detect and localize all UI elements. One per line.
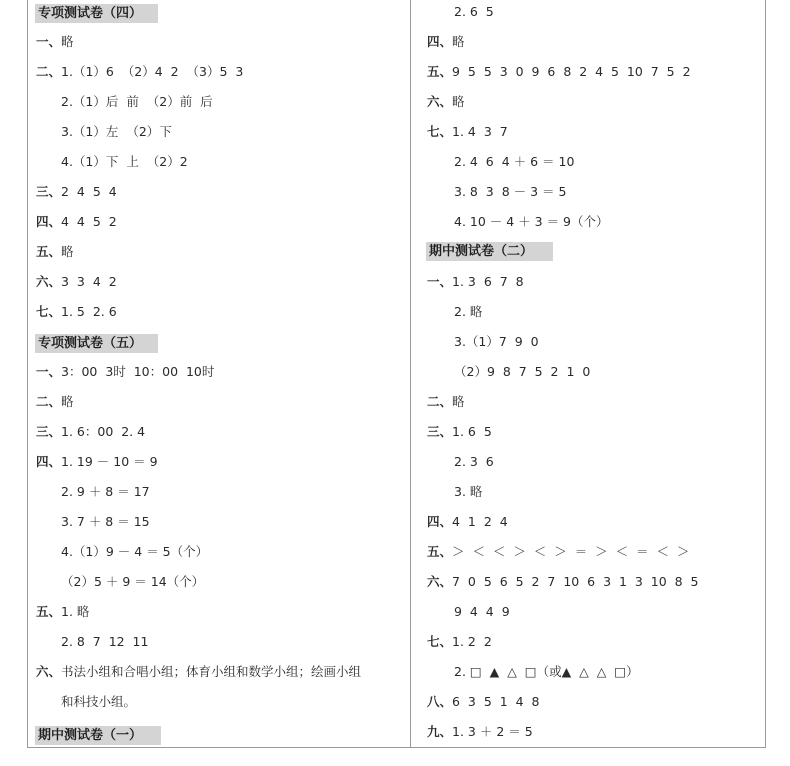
answer-line [427,64,691,80]
question-number: 二、 [36,394,62,409]
question-number: 五、 [427,64,453,79]
question-number: 四、 [427,514,453,529]
question-number: 六、 [427,574,453,589]
answer-line [454,334,539,350]
answer-text: 4 1 2 4 [452,514,508,529]
answer-line [454,154,574,170]
answer-line [36,244,74,260]
answer-text: 9 4 4 9 [454,604,510,619]
question-number: 五、 [36,244,62,259]
question-number: 七、 [36,304,62,319]
answer-line [454,454,494,470]
answer-text: 4.（1）9 － 4 ＝ 5（个） [61,544,209,559]
answer-text: 1. 2 2 [452,634,492,649]
answer-text: 6 3 5 1 4 8 [452,694,540,709]
answer-text: 2 4 5 4 [61,184,117,199]
answer-text: 2. 4 6 4 ＋ 6 ＝ 10 [454,154,575,169]
answer-text: 略 [452,34,465,49]
answer-text: 2. 6 5 [454,4,494,19]
question-number: 四、 [427,34,453,49]
answer-line [454,604,510,620]
answer-line [36,214,117,230]
question-number: 五、 [36,604,62,619]
answer-line [61,574,204,590]
answer-text: 2. 3 6 [454,454,494,469]
question-number: 六、 [427,94,453,109]
answer-line [427,34,465,50]
answer-text: 3. 8 3 8 － 3 ＝ 5 [454,184,567,199]
answer-line [61,514,150,530]
answer-line [61,154,188,170]
answer-line [61,94,213,110]
question-number: 四、 [36,454,62,469]
column-divider [410,0,411,748]
answer-line [454,214,609,230]
answer-text: 3. 略 [454,484,483,499]
question-number: 一、 [36,34,62,49]
question-number: 二、 [427,394,453,409]
question-number: 八、 [427,694,453,709]
question-number: 一、 [36,364,62,379]
answer-text: 1. 3 6 7 8 [452,274,524,289]
answer-line [454,4,494,20]
answer-line [427,724,533,740]
answer-line [427,544,689,560]
answer-line [61,484,150,500]
answer-text: 1. 略 [61,604,90,619]
answer-line [36,424,145,440]
section-header: 专项测试卷（四） [35,4,158,23]
answer-text: 3. 7 ＋ 8 ＝ 15 [61,514,150,529]
answer-text: 1. 3 ＋ 2 ＝ 5 [452,724,533,739]
answer-text: 1. 6：00 2. 4 [61,424,146,439]
question-number: 九、 [427,724,453,739]
section-header: 专项测试卷（五） [35,334,158,353]
answer-text: 1. 6 5 [452,424,492,439]
answer-text: 3.（1）7 9 0 [454,334,539,349]
answer-line [427,274,524,290]
answer-text: 3：00 3时 10：00 10时 [61,364,215,379]
answer-line [61,694,136,710]
question-number: 六、 [36,664,62,679]
answer-text: 2. □ ▲ △ □（或▲ △ △ □） [454,664,639,679]
answer-text: 3.（1）左 （2）下 [61,124,172,139]
answer-line [36,274,117,290]
answer-line [61,544,208,560]
answer-text: 3 3 4 2 [61,274,117,289]
answer-text: （2）5 ＋ 9 ＝ 14（个） [61,574,205,589]
question-number: 二、 [36,64,62,79]
answer-line [36,604,89,620]
answer-text: 2.（1）后 前 （2）前 后 [61,94,213,109]
question-number: 四、 [36,214,62,229]
answer-text: 和科技小组。 [61,694,137,709]
section-header: 期中测试卷（二） [426,242,553,261]
answer-line [36,184,117,200]
answer-text: 1. 19 － 10 ＝ 9 [61,454,158,469]
right-border [765,0,766,748]
question-number: 七、 [427,634,453,649]
answer-text: 7 0 5 6 5 2 7 10 6 3 1 3 10 8 5 [452,574,699,589]
answer-line [61,124,172,140]
answer-text: 1. 5 2. 6 [61,304,117,319]
question-number: 三、 [36,424,62,439]
question-number: 五、 [427,544,453,559]
answer-line [454,484,482,500]
answer-line [427,94,465,110]
answer-text: 1.（1）6 （2）4 2 （3）5 3 [61,64,244,79]
answer-line [427,424,492,440]
answer-line [454,664,639,680]
bottom-border [27,747,766,748]
answer-line [36,364,214,380]
answer-line [36,64,243,80]
answer-line [427,574,698,590]
answer-text: ＞ ＜ ＜ ＞ ＜ ＞ ＝ ＞ ＜ ＝ ＜ ＞ [452,544,690,559]
answer-line [427,124,508,140]
answer-line [454,184,566,200]
answer-line [454,364,590,380]
answer-text: 4.（1）下 上 （2）2 [61,154,188,169]
question-number: 三、 [36,184,62,199]
answer-line [427,394,465,410]
left-border [27,0,28,748]
answer-text: 9 5 5 3 0 9 6 8 2 4 5 10 7 5 2 [452,64,691,79]
answer-text: 略 [61,34,74,49]
answer-text: 4 4 5 2 [61,214,117,229]
answer-line [36,34,74,50]
answer-text: （2）9 8 7 5 2 1 0 [454,364,591,379]
section-header: 期中测试卷（一） [35,726,161,745]
answer-line [61,634,148,650]
answer-line [36,664,361,680]
question-number: 三、 [427,424,453,439]
answer-text: 书法小组和合唱小组；体育小组和数学小组；绘画小组 [61,664,362,679]
question-number: 七、 [427,124,453,139]
answer-text: 2. 略 [454,304,483,319]
answer-text: 略 [452,394,465,409]
answer-text: 略 [61,394,74,409]
answer-line [36,394,74,410]
answer-text: 2. 8 7 12 11 [61,634,149,649]
answer-text: 2. 9 ＋ 8 ＝ 17 [61,484,150,499]
question-number: 六、 [36,274,62,289]
answer-text: 1. 4 3 7 [452,124,508,139]
answer-line [427,694,539,710]
question-number: 一、 [427,274,453,289]
answer-text: 略 [452,94,465,109]
answer-line [36,304,117,320]
answer-text: 略 [61,244,74,259]
answer-line [427,634,492,650]
answer-line [36,454,158,470]
answer-text: 4. 10 － 4 ＋ 3 ＝ 9（个） [454,214,609,229]
answer-line [427,514,508,530]
answer-line [454,304,482,320]
